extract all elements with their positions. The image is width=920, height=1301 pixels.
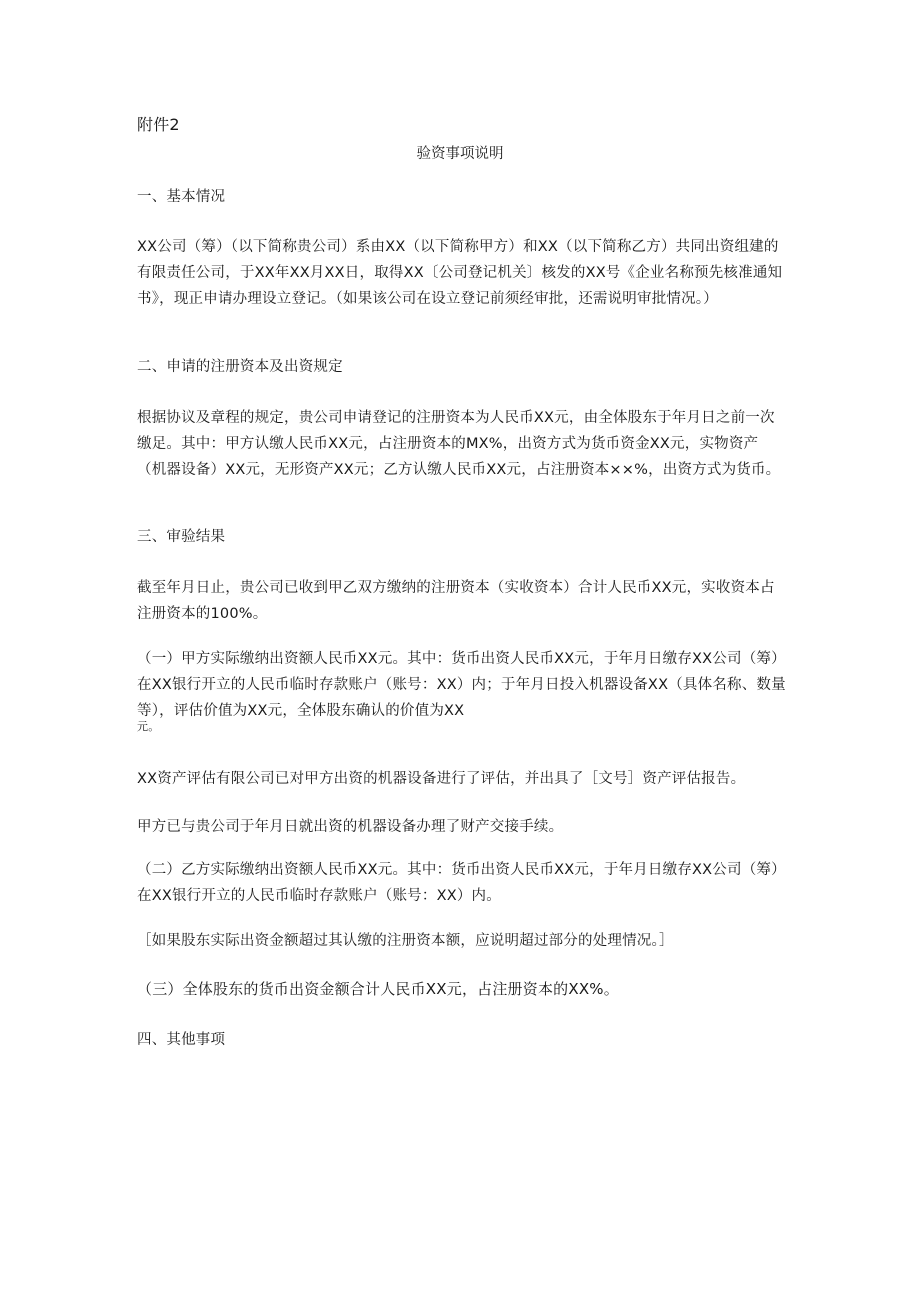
section-1-paragraph: XX公司（筹）（以下简称贵公司）系由XX（以下简称甲方）和XX（以下简称乙方）共同出资组建的有限责任公司，于XX年XX月XX日，取得XX〔公司登记机关〕核发的XX号《企业名称预先核准通知书》，现正申请办理设立登记。（如果该公司在设立登记前须经审批，还需说明审批情况。）	[137, 239, 783, 307]
section-3-note: ［如果股东实际出资金额超过其认缴的注册资本额，应说明超过部分的处理情况。］	[137, 933, 674, 949]
section-4-heading: 四、其他事项	[137, 1032, 226, 1048]
section-3-handover: 甲方已与贵公司于年月日就出资的机器设备办理了财产交接手续。	[137, 819, 564, 835]
section-2-paragraph: 根据协议及章程的规定，贵公司申请登记的注册资本为人民币XX元，由全体股东于年月日之前一次缴足。其中：甲方认缴人民币XX元，占注册资本的MX%，出资方式为货币资金XX元，实物资产（机器设备）XX元，无形资产XX元；乙方认缴人民币XX元，占注册资本××%，出资方式为货币。	[137, 410, 781, 478]
section-3-item-3: （三）全体股东的货币出资金额合计人民币XX元，占注册资本的XX%。	[137, 980, 619, 998]
section-3-item-2: （二）乙方实际缴纳出资额人民币XX元。其中：货币出资人民币XX元，于年月日缴存XX公司（筹）在XX银行开立的人民币临时存款账户（账号：XX）内。	[137, 862, 786, 904]
section-3-item-1: （一）甲方实际缴纳出资额人民币XX元。其中：货币出资人民币XX元，于年月日缴存XX公司（筹）在XX银行开立的人民币临时存款账户（账号：XX）内；于年月日投入机器设备XX（具体名称、数量等），评估价值为XX元，全体股东确认的价值为XX	[137, 651, 786, 719]
page-title: 验资事项说明	[416, 146, 504, 162]
section-3-paragraph: 截至年月日止，贵公司已收到甲乙双方缴纳的注册资本（实收资本）合计人民币XX元，实收资本占注册资本的100%。	[137, 580, 775, 622]
section-3-item-1-tail: 元。	[137, 720, 160, 733]
attachment-label: 附件2	[137, 115, 180, 134]
section-3-evaluation: XX资产评估有限公司已对甲方出资的机器设备进行了评估，并出具了［文号］资产评估报告。	[137, 771, 746, 787]
section-1-heading: 一、基本情况	[137, 189, 226, 205]
section-2-heading: 二、申请的注册资本及出资规定	[137, 359, 343, 375]
section-3-heading: 三、审验结果	[137, 529, 226, 545]
